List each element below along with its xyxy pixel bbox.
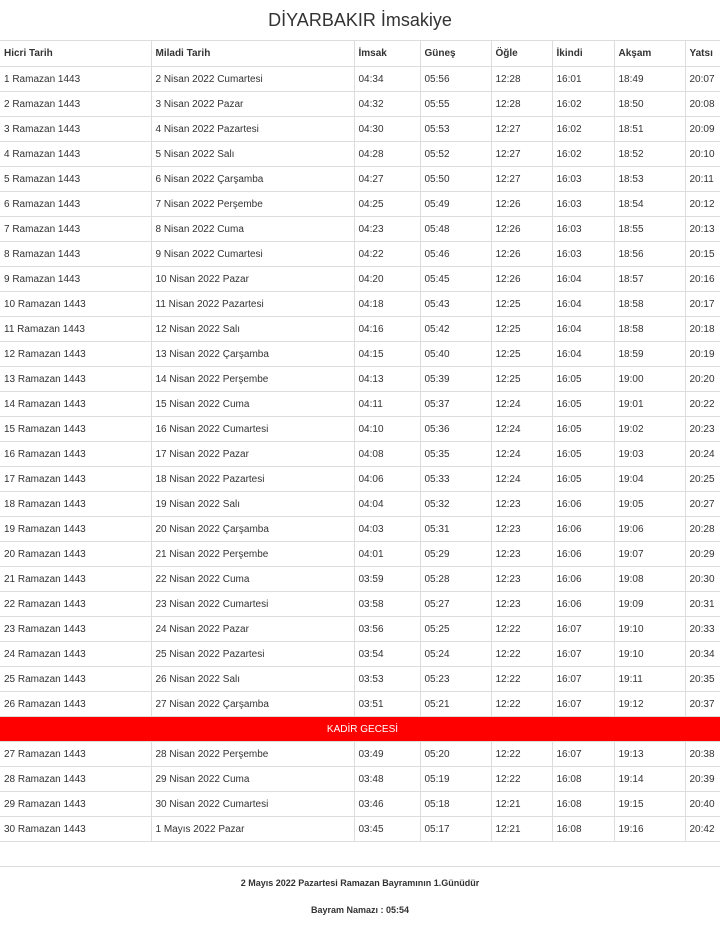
table-cell: 20:42 xyxy=(685,817,720,842)
table-cell: 13 Ramazan 1443 xyxy=(0,367,151,392)
table-cell: 7 Ramazan 1443 xyxy=(0,217,151,242)
table-row xyxy=(0,442,720,467)
table-cell: 5 Ramazan 1443 xyxy=(0,167,151,192)
table-cell: 05:31 xyxy=(420,517,491,542)
table-row xyxy=(0,567,720,592)
table-cell: 9 Nisan 2022 Cumartesi xyxy=(151,242,354,267)
table-cell: 05:45 xyxy=(420,267,491,292)
table-cell: 29 Ramazan 1443 xyxy=(0,792,151,817)
table-cell: 16 Ramazan 1443 xyxy=(0,442,151,467)
table-cell: 20 Ramazan 1443 xyxy=(0,542,151,567)
table-row xyxy=(0,92,720,117)
table-cell: 16:06 xyxy=(552,517,614,542)
table-cell: 18:59 xyxy=(614,342,685,367)
table-cell: 05:18 xyxy=(420,792,491,817)
table-cell: 05:39 xyxy=(420,367,491,392)
table-cell: 04:22 xyxy=(354,242,420,267)
table-cell: 20:29 xyxy=(685,542,720,567)
page-title: DİYARBAKIR İmsakiye xyxy=(268,10,452,30)
table-cell: 04:10 xyxy=(354,417,420,442)
table-cell: 16:08 xyxy=(552,817,614,842)
table-row xyxy=(0,367,720,392)
table-cell: 20:25 xyxy=(685,467,720,492)
table-cell: 20:38 xyxy=(685,742,720,767)
table-cell: 20:24 xyxy=(685,442,720,467)
table-cell: 16:05 xyxy=(552,392,614,417)
table-cell: 05:46 xyxy=(420,242,491,267)
column-header: Hicri Tarih xyxy=(0,41,151,67)
table-cell: 12:22 xyxy=(491,767,552,792)
table-cell: 12 Nisan 2022 Salı xyxy=(151,317,354,342)
table-cell: 19 Nisan 2022 Salı xyxy=(151,492,354,517)
table-cell: 12:23 xyxy=(491,517,552,542)
table-cell: 05:37 xyxy=(420,392,491,417)
table-cell: 05:25 xyxy=(420,617,491,642)
table-cell: 16:06 xyxy=(552,567,614,592)
table-cell: 20:31 xyxy=(685,592,720,617)
column-header: Miladi Tarih xyxy=(151,41,354,67)
table-row xyxy=(0,792,720,817)
kadir-gecesi-label: KADİR GECESİ xyxy=(0,717,720,742)
table-cell: 25 Nisan 2022 Pazartesi xyxy=(151,642,354,667)
table-cell: 18:56 xyxy=(614,242,685,267)
table-cell: 3 Ramazan 1443 xyxy=(0,117,151,142)
table-cell: 05:28 xyxy=(420,567,491,592)
column-header: Akşam xyxy=(614,41,685,67)
table-cell: 20:16 xyxy=(685,267,720,292)
table-cell: 19:10 xyxy=(614,617,685,642)
table-cell: 05:53 xyxy=(420,117,491,142)
table-cell: 05:24 xyxy=(420,642,491,667)
table-row xyxy=(0,392,720,417)
table-cell: 20:33 xyxy=(685,617,720,642)
table-cell: 11 Nisan 2022 Pazartesi xyxy=(151,292,354,317)
table-cell: 6 Ramazan 1443 xyxy=(0,192,151,217)
table-cell: 29 Nisan 2022 Cuma xyxy=(151,767,354,792)
table-cell: 2 Nisan 2022 Cumartesi xyxy=(151,67,354,92)
table-row xyxy=(0,317,720,342)
table-cell: 2 Ramazan 1443 xyxy=(0,92,151,117)
table-cell: 16:01 xyxy=(552,67,614,92)
table-cell: 16 Nisan 2022 Cumartesi xyxy=(151,417,354,442)
table-cell: 20:27 xyxy=(685,492,720,517)
table-row xyxy=(0,642,720,667)
table-row xyxy=(0,517,720,542)
table-cell: 16:03 xyxy=(552,167,614,192)
table-cell: 21 Nisan 2022 Perşembe xyxy=(151,542,354,567)
table-cell: 04:30 xyxy=(354,117,420,142)
table-cell: 12:25 xyxy=(491,317,552,342)
table-cell: 04:15 xyxy=(354,342,420,367)
table-cell: 16:02 xyxy=(552,142,614,167)
table-cell: 16:03 xyxy=(552,192,614,217)
table-cell: 20:11 xyxy=(685,167,720,192)
table-cell: 05:50 xyxy=(420,167,491,192)
table-cell: 16:06 xyxy=(552,542,614,567)
table-cell: 15 Ramazan 1443 xyxy=(0,417,151,442)
column-header: Güneş xyxy=(420,41,491,67)
table-cell: 19 Ramazan 1443 xyxy=(0,517,151,542)
table-row xyxy=(0,217,720,242)
table-cell: 04:32 xyxy=(354,92,420,117)
table-cell: 18:58 xyxy=(614,292,685,317)
table-cell: 19:14 xyxy=(614,767,685,792)
table-cell: 20:17 xyxy=(685,292,720,317)
table-cell: 10 Nisan 2022 Pazar xyxy=(151,267,354,292)
table-cell: 19:02 xyxy=(614,417,685,442)
table-cell: 04:11 xyxy=(354,392,420,417)
table-cell: 12:24 xyxy=(491,392,552,417)
table-cell: 18 Ramazan 1443 xyxy=(0,492,151,517)
table-cell: 22 Nisan 2022 Cuma xyxy=(151,567,354,592)
table-cell: 16:06 xyxy=(552,492,614,517)
table-body-after xyxy=(0,742,720,842)
table-cell: 15 Nisan 2022 Cuma xyxy=(151,392,354,417)
table-cell: 1 Mayıs 2022 Pazar xyxy=(151,817,354,842)
table-cell: 16:07 xyxy=(552,642,614,667)
column-header: İkindi xyxy=(552,41,614,67)
table-cell: 20 Nisan 2022 Çarşamba xyxy=(151,517,354,542)
table-row xyxy=(0,417,720,442)
table-cell: 04:18 xyxy=(354,292,420,317)
table-cell: 20:08 xyxy=(685,92,720,117)
table-cell: 16:04 xyxy=(552,267,614,292)
table-cell: 04:25 xyxy=(354,192,420,217)
table-cell: 18:55 xyxy=(614,217,685,242)
column-header: Öğle xyxy=(491,41,552,67)
table-cell: 20:30 xyxy=(685,567,720,592)
table-cell: 20:23 xyxy=(685,417,720,442)
table-cell: 05:40 xyxy=(420,342,491,367)
table-cell: 12:25 xyxy=(491,367,552,392)
table-cell: 16:04 xyxy=(552,342,614,367)
table-cell: 12:23 xyxy=(491,492,552,517)
table-cell: 20:40 xyxy=(685,792,720,817)
table-cell: 03:54 xyxy=(354,642,420,667)
table-cell: 12:22 xyxy=(491,617,552,642)
table-cell: 6 Nisan 2022 Çarşamba xyxy=(151,167,354,192)
table-cell: 19:06 xyxy=(614,517,685,542)
table-cell: 20:12 xyxy=(685,192,720,217)
table-cell: 13 Nisan 2022 Çarşamba xyxy=(151,342,354,367)
table-cell: 19:13 xyxy=(614,742,685,767)
table-cell: 05:29 xyxy=(420,542,491,567)
table-row xyxy=(0,492,720,517)
table-cell: 3 Nisan 2022 Pazar xyxy=(151,92,354,117)
table-cell: 12:28 xyxy=(491,92,552,117)
table-cell: 19:03 xyxy=(614,442,685,467)
kadir-gecesi-row xyxy=(0,717,720,742)
table-cell: 05:35 xyxy=(420,442,491,467)
table-cell: 16:03 xyxy=(552,242,614,267)
table-cell: 12:22 xyxy=(491,692,552,717)
table-cell: 16:05 xyxy=(552,417,614,442)
table-cell: 18:50 xyxy=(614,92,685,117)
table-cell: 19:10 xyxy=(614,642,685,667)
table-cell: 19:04 xyxy=(614,467,685,492)
bayram-info: 2 Mayıs 2022 Pazartesi Ramazan Bayramının 1.Günüdür xyxy=(240,878,480,888)
table-cell: 12:23 xyxy=(491,567,552,592)
table-row xyxy=(0,142,720,167)
table-cell: 12:27 xyxy=(491,142,552,167)
table-cell: 03:48 xyxy=(354,767,420,792)
table-cell: 20:39 xyxy=(685,767,720,792)
table-cell: 05:43 xyxy=(420,292,491,317)
table-cell: 05:36 xyxy=(420,417,491,442)
table-cell: 19:05 xyxy=(614,492,685,517)
table-cell: 12:24 xyxy=(491,417,552,442)
table-cell: 30 Nisan 2022 Cumartesi xyxy=(151,792,354,817)
table-cell: 04:23 xyxy=(354,217,420,242)
table-cell: 04:34 xyxy=(354,67,420,92)
table-cell: 25 Ramazan 1443 xyxy=(0,667,151,692)
table-cell: 12:26 xyxy=(491,192,552,217)
column-header: Yatsı xyxy=(685,41,720,67)
table-cell: 20:34 xyxy=(685,642,720,667)
table-cell: 19:11 xyxy=(614,667,685,692)
table-cell: 03:49 xyxy=(354,742,420,767)
table-cell: 16:07 xyxy=(552,692,614,717)
table-cell: 20:20 xyxy=(685,367,720,392)
table-cell: 12:23 xyxy=(491,592,552,617)
table-cell: 19:09 xyxy=(614,592,685,617)
table-cell: 16:05 xyxy=(552,442,614,467)
table-row xyxy=(0,542,720,567)
table-cell: 7 Nisan 2022 Perşembe xyxy=(151,192,354,217)
table-cell: 21 Ramazan 1443 xyxy=(0,567,151,592)
table-cell: 12:28 xyxy=(491,67,552,92)
table-body xyxy=(0,67,720,717)
table-cell: 03:53 xyxy=(354,667,420,692)
table-cell: 20:35 xyxy=(685,667,720,692)
table-cell: 05:27 xyxy=(420,592,491,617)
table-cell: 26 Ramazan 1443 xyxy=(0,692,151,717)
table-cell: 04:13 xyxy=(354,367,420,392)
table-cell: 23 Ramazan 1443 xyxy=(0,617,151,642)
table-cell: 14 Ramazan 1443 xyxy=(0,392,151,417)
table-cell: 05:42 xyxy=(420,317,491,342)
table-cell: 12:22 xyxy=(491,742,552,767)
table-cell: 1 Ramazan 1443 xyxy=(0,67,151,92)
table-cell: 05:49 xyxy=(420,192,491,217)
table-row xyxy=(0,592,720,617)
table-row xyxy=(0,342,720,367)
table-cell: 20:28 xyxy=(685,517,720,542)
table-cell: 04:28 xyxy=(354,142,420,167)
table-cell: 20:19 xyxy=(685,342,720,367)
table-row xyxy=(0,817,720,842)
table-cell: 05:33 xyxy=(420,467,491,492)
table-cell: 18:49 xyxy=(614,67,685,92)
table-cell: 16:08 xyxy=(552,792,614,817)
table-cell: 28 Ramazan 1443 xyxy=(0,767,151,792)
table-cell: 12:27 xyxy=(491,167,552,192)
table-cell: 17 Nisan 2022 Pazar xyxy=(151,442,354,467)
bayram-namazi-time: Bayram Namazı : 05:54 xyxy=(310,905,410,915)
table-cell: 12:26 xyxy=(491,217,552,242)
table-cell: 20:22 xyxy=(685,392,720,417)
table-cell: 04:03 xyxy=(354,517,420,542)
table-cell: 12:25 xyxy=(491,292,552,317)
table-cell: 8 Ramazan 1443 xyxy=(0,242,151,267)
table-cell: 23 Nisan 2022 Cumartesi xyxy=(151,592,354,617)
table-cell: 18:58 xyxy=(614,317,685,342)
table-cell: 19:16 xyxy=(614,817,685,842)
table-cell: 16:05 xyxy=(552,367,614,392)
spacer xyxy=(0,842,720,866)
table-cell: 04:20 xyxy=(354,267,420,292)
table-row xyxy=(0,117,720,142)
table-cell: 18:51 xyxy=(614,117,685,142)
table-cell: 18:57 xyxy=(614,267,685,292)
table-cell: 16:06 xyxy=(552,592,614,617)
table-row xyxy=(0,242,720,267)
table-cell: 12:22 xyxy=(491,667,552,692)
table-cell: 16:07 xyxy=(552,742,614,767)
table-cell: 28 Nisan 2022 Perşembe xyxy=(151,742,354,767)
table-cell: 16:07 xyxy=(552,617,614,642)
table-cell: 5 Nisan 2022 Salı xyxy=(151,142,354,167)
table-cell: 16:05 xyxy=(552,467,614,492)
table-cell: 16:08 xyxy=(552,767,614,792)
table-cell: 17 Ramazan 1443 xyxy=(0,467,151,492)
table-cell: 20:10 xyxy=(685,142,720,167)
table-cell: 11 Ramazan 1443 xyxy=(0,317,151,342)
table-cell: 18:54 xyxy=(614,192,685,217)
table-cell: 16:03 xyxy=(552,217,614,242)
table-cell: 24 Ramazan 1443 xyxy=(0,642,151,667)
table-cell: 20:13 xyxy=(685,217,720,242)
table-cell: 20:15 xyxy=(685,242,720,267)
table-cell: 12:25 xyxy=(491,342,552,367)
table-cell: 04:04 xyxy=(354,492,420,517)
kadir-section xyxy=(0,717,720,742)
table-cell: 05:52 xyxy=(420,142,491,167)
table-cell: 16:04 xyxy=(552,317,614,342)
table-cell: 04:16 xyxy=(354,317,420,342)
table-cell: 27 Nisan 2022 Çarşamba xyxy=(151,692,354,717)
table-row xyxy=(0,692,720,717)
table-row xyxy=(0,767,720,792)
table-cell: 12:21 xyxy=(491,817,552,842)
table-cell: 22 Ramazan 1443 xyxy=(0,592,151,617)
table-cell: 12:21 xyxy=(491,792,552,817)
table-header-row xyxy=(0,41,720,67)
table-cell: 12:22 xyxy=(491,642,552,667)
table-row xyxy=(0,667,720,692)
table-cell: 04:01 xyxy=(354,542,420,567)
table-row xyxy=(0,467,720,492)
table-cell: 05:17 xyxy=(420,817,491,842)
table-cell: 4 Ramazan 1443 xyxy=(0,142,151,167)
table-cell: 03:45 xyxy=(354,817,420,842)
table-row xyxy=(0,292,720,317)
table-cell: 20:37 xyxy=(685,692,720,717)
table-cell: 20:09 xyxy=(685,117,720,142)
table-cell: 04:06 xyxy=(354,467,420,492)
table-cell: 19:07 xyxy=(614,542,685,567)
table-cell: 19:00 xyxy=(614,367,685,392)
table-cell: 03:51 xyxy=(354,692,420,717)
table-cell: 16:04 xyxy=(552,292,614,317)
table-row xyxy=(0,742,720,767)
table-cell: 05:55 xyxy=(420,92,491,117)
table-cell: 03:56 xyxy=(354,617,420,642)
table-row xyxy=(0,67,720,92)
table-cell: 9 Ramazan 1443 xyxy=(0,267,151,292)
table-cell: 19:15 xyxy=(614,792,685,817)
table-cell: 19:01 xyxy=(614,392,685,417)
table-cell: 03:59 xyxy=(354,567,420,592)
table-cell: 20:18 xyxy=(685,317,720,342)
table-cell: 04:08 xyxy=(354,442,420,467)
table-cell: 10 Ramazan 1443 xyxy=(0,292,151,317)
table-cell: 05:32 xyxy=(420,492,491,517)
table-cell: 12 Ramazan 1443 xyxy=(0,342,151,367)
table-cell: 19:12 xyxy=(614,692,685,717)
table-row xyxy=(0,617,720,642)
table-cell: 04:27 xyxy=(354,167,420,192)
table-cell: 18:52 xyxy=(614,142,685,167)
table-cell: 27 Ramazan 1443 xyxy=(0,742,151,767)
table-cell: 24 Nisan 2022 Pazar xyxy=(151,617,354,642)
table-cell: 05:56 xyxy=(420,67,491,92)
table-cell: 16:02 xyxy=(552,117,614,142)
table-cell: 12:27 xyxy=(491,117,552,142)
table-cell: 12:26 xyxy=(491,242,552,267)
imsakiye-table xyxy=(0,40,720,842)
table-cell: 18 Nisan 2022 Pazartesi xyxy=(151,467,354,492)
table-cell: 12:24 xyxy=(491,467,552,492)
table-cell: 19:08 xyxy=(614,567,685,592)
table-row xyxy=(0,167,720,192)
table-cell: 12:26 xyxy=(491,267,552,292)
table-cell: 20:07 xyxy=(685,67,720,92)
column-header: İmsak xyxy=(354,41,420,67)
footer xyxy=(0,866,720,922)
table-cell: 05:23 xyxy=(420,667,491,692)
table-cell: 03:58 xyxy=(354,592,420,617)
table-cell: 16:07 xyxy=(552,667,614,692)
table-row xyxy=(0,267,720,292)
table-cell: 12:23 xyxy=(491,542,552,567)
table-cell: 4 Nisan 2022 Pazartesi xyxy=(151,117,354,142)
table-cell: 03:46 xyxy=(354,792,420,817)
table-cell: 12:24 xyxy=(491,442,552,467)
table-row xyxy=(0,192,720,217)
table-cell: 05:20 xyxy=(420,742,491,767)
table-cell: 05:19 xyxy=(420,767,491,792)
table-cell: 14 Nisan 2022 Perşembe xyxy=(151,367,354,392)
table-cell: 30 Ramazan 1443 xyxy=(0,817,151,842)
table-cell: 26 Nisan 2022 Salı xyxy=(151,667,354,692)
table-cell: 8 Nisan 2022 Cuma xyxy=(151,217,354,242)
table-cell: 16:02 xyxy=(552,92,614,117)
table-cell: 05:21 xyxy=(420,692,491,717)
table-cell: 05:48 xyxy=(420,217,491,242)
table-cell: 18:53 xyxy=(614,167,685,192)
